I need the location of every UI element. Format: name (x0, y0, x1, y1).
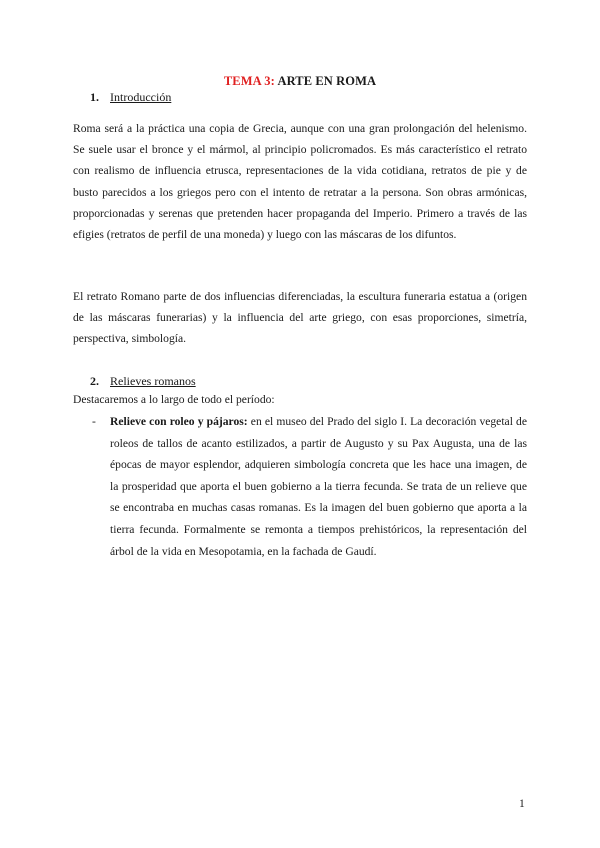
section-2-title: Relieves romanos (110, 374, 196, 388)
page-number: 1 (519, 797, 525, 810)
section-2-number: 2. (90, 374, 99, 388)
section-2-intro: Destacaremos a lo largo de todo el período: (73, 393, 275, 406)
bullet-body: en el museo del Prado del siglo I. La decoración vegetal de roleos de tallos de acanto estilizados, a partir de Augusto y su Pax Augusta, una de las épocas de mayor esplendor, adquieren simbología concreta que les hace una imagen, de la prosperidad que aporta el buen gobierno a la tierra fecunda. Se trata de un relieve que se encontraba en muchas casas romanas. Es la imagen del buen gobierno que aporta a la tierra fecunda. Formalmente se remonta a tiempos prehistóricos, la representación del árbol de la vida en Mesopotamia, en la fachada de Gaudí. (110, 415, 527, 558)
section-1-paragraph-1: Roma será a la práctica una copia de Grecia, aunque con una gran prolongación del helenismo. Se suele usar el bronce y el mármol, al principio policromados. Es más característico el retrato con realismo de influencia etrusca, representaciones de la vida cotidiana, retratos de pie y de busto parecidos a los griegos pero con el intento de retratar a la persona. Son obras armónicas, proporcionadas y serenas que pretenden hacer propaganda del Imperio. Primero a través de las efigies (retratos de perfil de una moneda) y luego con las máscaras de los difuntos. (73, 122, 527, 242)
section-1-paragraph-2: El retrato Romano parte de dos influencias diferenciadas, la escultura funeraria estatua a (origen de las máscaras funerarias) y la influencia del arte griego, con esas proporciones, simetría, perspectiva, simbología. (73, 290, 527, 346)
bullet-item (110, 411, 527, 562)
page-title (0, 74, 600, 89)
section-1-title: Introducción (110, 90, 172, 104)
title-prefix: TEMA 3: (223, 74, 275, 88)
bullet-bold-lead: Relieve con roleo y pájaros: (110, 415, 248, 428)
section-2-heading (90, 374, 196, 389)
bullet-dash: - (92, 415, 96, 428)
title-text: ARTE EN ROMA (274, 74, 377, 88)
section-1-heading (90, 90, 171, 105)
section-1-number: 1. (90, 90, 99, 104)
